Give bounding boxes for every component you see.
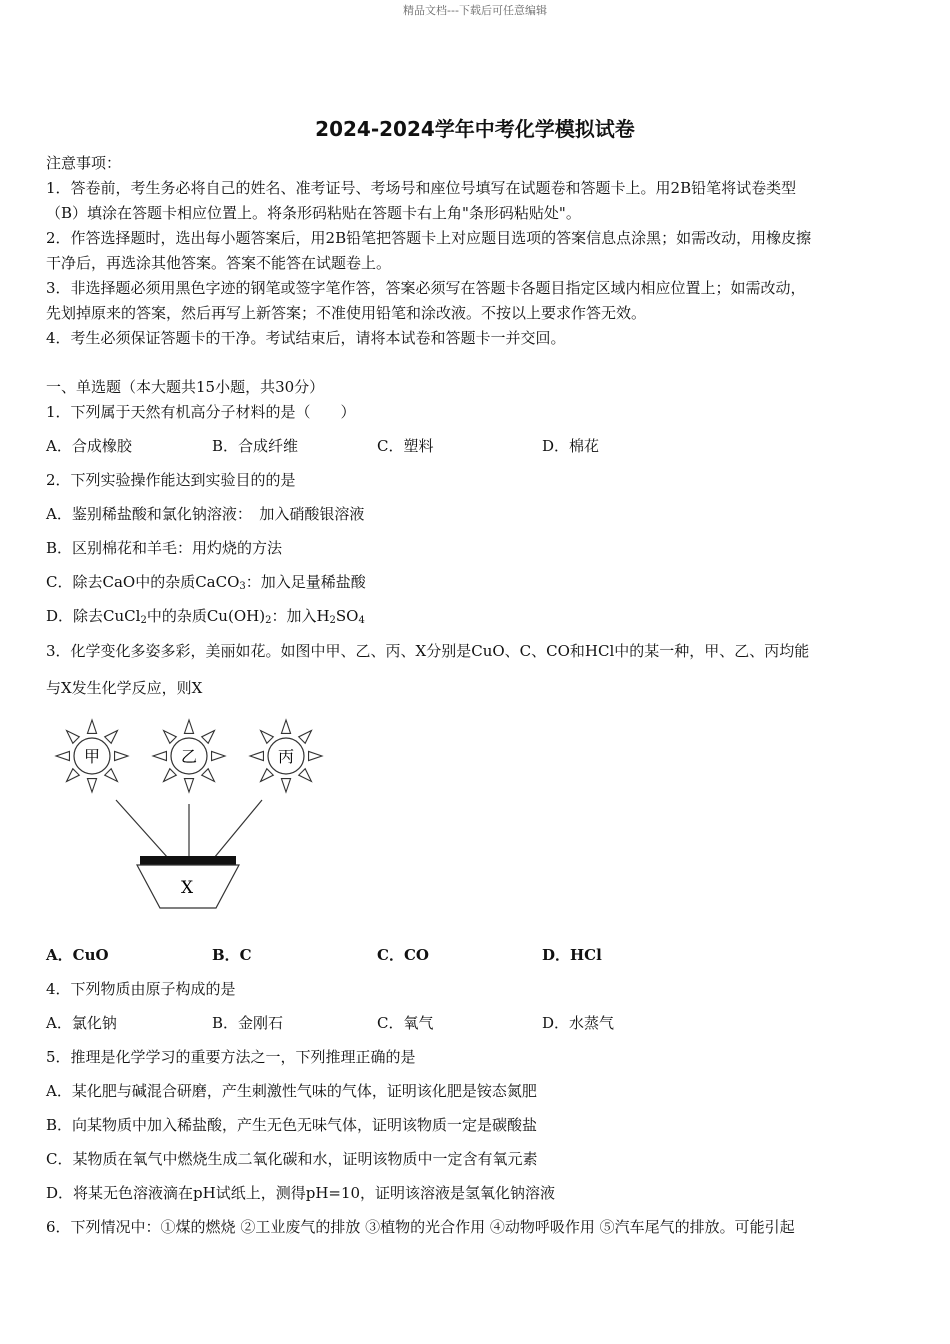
- flower-label: 甲: [83, 747, 101, 766]
- flower-label: 丙: [277, 747, 295, 766]
- notes-line: 1．答卷前，考生务必将自己的姓名、准考证号、考场号和座位号填写在试题卷和答题卡上。用2B铅笔将试卷类型: [46, 179, 797, 197]
- flower-1: [56, 720, 128, 792]
- petal: [261, 769, 274, 782]
- notes-line: 4．考生必须保证答题卡的干净。考试结束后，请将本试卷和答题卡一并交回。: [46, 329, 566, 347]
- notes-line: （B）填涂在答题卡相应位置上。将条形码粘贴在答题卡右上角"条形码粘贴处"。: [46, 204, 581, 222]
- pot-label: X: [180, 878, 194, 898]
- petal: [87, 720, 96, 733]
- petal: [299, 731, 312, 744]
- q4-option-c: C．氧气: [377, 1014, 434, 1032]
- q4-option-b: B．金刚石: [212, 1014, 284, 1032]
- q4-stem: 4．下列物质由原子构成的是: [46, 980, 236, 998]
- q2-option-d-text: D．除去CuCl: [46, 607, 141, 625]
- petal: [164, 731, 177, 744]
- section-heading: 一、单选题（本大题共15小题，共30分）: [46, 378, 325, 396]
- petal: [87, 779, 96, 792]
- q3-option-d: D．HCl: [542, 946, 602, 964]
- q2-option-d: [46, 605, 365, 626]
- q2-option-d-sub: 2: [140, 615, 147, 626]
- q5-option-a: A．某化肥与碱混合研磨，产生刺激性气味的气体，证明该化肥是铵态氮肥: [46, 1082, 537, 1100]
- q2-option-b: B．区别棉花和羊毛：用灼烧的方法: [46, 539, 283, 557]
- q5-option-c: C．某物质在氧气中燃烧生成二氧化碳和水，证明该物质中一定含有氧元素: [46, 1150, 538, 1168]
- q2-option-c-text: C．除去CaO中的杂质CaCO: [46, 573, 240, 591]
- petal: [281, 779, 290, 792]
- petal: [212, 751, 225, 760]
- q2-option-d-text: SO: [335, 607, 359, 625]
- petal: [67, 731, 80, 744]
- petal: [281, 720, 290, 733]
- petal: [184, 720, 193, 733]
- q1-option-b: B．合成纤维: [212, 437, 299, 455]
- notes-heading: 注意事项：: [46, 154, 122, 172]
- q3-option-b: B．C: [212, 946, 252, 964]
- q3-option-c: C．CO: [377, 946, 429, 964]
- petal: [202, 769, 215, 782]
- flower-label: 乙: [180, 747, 198, 766]
- petal: [67, 769, 80, 782]
- flower-2: [153, 720, 225, 792]
- stem-line: [116, 800, 168, 858]
- q2-option-d-text: ：加入H: [271, 607, 330, 625]
- q5-stem: 5．推理是化学学习的重要方法之一，下列推理正确的是: [46, 1048, 416, 1066]
- page-title: 2024-2024学年中考化学模拟试卷: [315, 117, 635, 141]
- notes-line: 先划掉原来的答案，然后再写上新答案；不准使用铅笔和涂改液。不按以上要求作答无效。: [46, 304, 647, 322]
- q4-option-d: D．水蒸气: [542, 1014, 615, 1032]
- q5-option-d: D．将某无色溶液滴在pH试纸上，测得pH=10，证明该溶液是氢氧化钠溶液: [46, 1184, 556, 1202]
- q1-option-a: A．合成橡胶: [46, 437, 132, 455]
- q5-option-b: B．向某物质中加入稀盐酸，产生无色无味气体，证明该物质一定是碳酸盐: [46, 1116, 538, 1134]
- q2-option-c-text-end: ：加入足量稀盐酸: [245, 573, 366, 591]
- petal: [261, 731, 274, 744]
- petal: [105, 731, 118, 744]
- pot-rim: [140, 856, 236, 865]
- petal: [115, 751, 128, 760]
- stem-line: [214, 800, 262, 858]
- petal: [153, 751, 166, 760]
- petal: [56, 751, 69, 760]
- q1-option-c: C．塑料: [377, 437, 434, 455]
- petal: [309, 751, 322, 760]
- q2-stem: 2．下列实验操作能达到实验目的的是: [46, 471, 296, 489]
- q1-option-d: D．棉花: [542, 437, 600, 455]
- petal: [250, 751, 263, 760]
- petal: [184, 779, 193, 792]
- petal: [105, 769, 118, 782]
- q2-option-a: A．鉴别稀盐酸和氯化钠溶液： 加入硝酸银溶液: [46, 505, 365, 523]
- notes-line: 2．作答选择题时，选出每小题答案后，用2B铅笔把答题卡上对应题目选项的答案信息点涂黑；如需改动，用橡皮擦: [46, 229, 812, 247]
- q2-option-d-sub: 2: [265, 615, 272, 626]
- q3-stem-line2: 与X发生化学反应，则X: [46, 679, 203, 697]
- q2-option-c-sub: 3: [239, 581, 246, 592]
- q1-stem: 1．下列属于天然有机高分子材料的是（ ）: [46, 403, 356, 421]
- notes-line: 3．非选择题必须用黑色字迹的钢笔或签字笔作答，答案必须写在答题卡各题目指定区域内相应位置上；如需改动，: [46, 279, 806, 297]
- q2-option-d-text: 中的杂质Cu(OH): [146, 607, 266, 625]
- q3-stem-line1: 3．化学变化多姿多彩，美丽如花。如图中甲、乙、丙、X分别是CuO、C、CO和HCl中的某一种，甲、乙、丙均能: [46, 642, 810, 660]
- petal: [202, 731, 215, 744]
- notes-line: 干净后，再选涂其他答案。答案不能答在试题卷上。: [46, 254, 392, 272]
- petal: [164, 769, 177, 782]
- q2-option-c: [46, 571, 366, 592]
- petal: [299, 769, 312, 782]
- q6-stem: 6．下列情况中：①煤的燃烧 ②工业废气的排放 ③植物的光合作用 ④动物呼吸作用 ⑤汽车尾气的排放。可能引起: [46, 1218, 795, 1236]
- flower-pot-diagram: [44, 712, 344, 912]
- q3-option-a: A．CuO: [46, 946, 109, 964]
- header-watermark: 精品文档---下载后可任意编辑: [403, 4, 547, 17]
- q4-option-a: A．氯化钠: [46, 1014, 117, 1032]
- flower-3: [250, 720, 322, 792]
- q2-option-d-sub: 4: [358, 615, 365, 626]
- q2-option-d-sub: 2: [329, 615, 336, 626]
